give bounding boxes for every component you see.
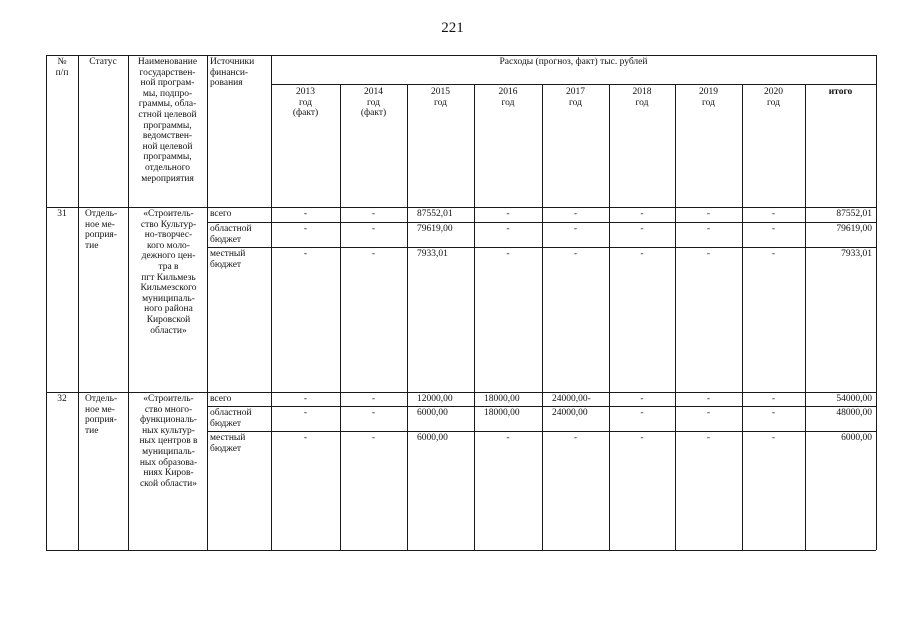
cell-value: - bbox=[371, 408, 376, 418]
cell-value: - bbox=[771, 224, 776, 234]
subrow-rule bbox=[207, 222, 876, 223]
cell-value: 79619,00 bbox=[417, 224, 453, 234]
column-rule bbox=[46, 55, 47, 550]
cell-value: 24000,00 bbox=[552, 408, 588, 418]
header-status: Статус bbox=[89, 57, 117, 67]
cell-value: 24000,00- bbox=[552, 394, 591, 404]
row-num: 31 bbox=[57, 209, 67, 219]
header-split-rule bbox=[271, 84, 876, 85]
cell-value: - bbox=[506, 249, 510, 259]
table-border-top bbox=[46, 55, 876, 56]
row-num: 32 bbox=[57, 394, 67, 404]
header-num: № п/п bbox=[55, 57, 69, 78]
cell-value: 7933,01 bbox=[841, 249, 872, 259]
cell-value: 79619,00 bbox=[836, 224, 872, 234]
cell-value: - bbox=[573, 249, 578, 259]
cell-value: - bbox=[706, 394, 711, 404]
cell-value: - bbox=[640, 433, 644, 443]
cell-value: - bbox=[371, 209, 376, 219]
cell-value: - bbox=[640, 224, 644, 234]
cell-value: - bbox=[706, 408, 711, 418]
header-year: 2020 год bbox=[764, 87, 783, 108]
source-label: местный бюджет bbox=[210, 249, 246, 270]
cell-value: - bbox=[640, 249, 644, 259]
cell-value: - bbox=[771, 394, 776, 404]
source-label: областной бюджет bbox=[210, 408, 252, 429]
cell-value: - bbox=[771, 209, 776, 219]
cell-value: 87552,01 bbox=[836, 209, 872, 219]
subrow-rule bbox=[207, 247, 876, 248]
cell-value: - bbox=[371, 224, 376, 234]
cell-value: - bbox=[506, 209, 510, 219]
column-rule bbox=[805, 84, 806, 550]
cell-value: - bbox=[706, 433, 711, 443]
row-name: «Строитель- ство много- функциональ- ных культур- ных центров в муниципаль- ных образова- ниях Киров- ской области» bbox=[139, 394, 198, 489]
cell-value: - bbox=[771, 408, 776, 418]
subrow-rule bbox=[207, 431, 876, 432]
row-status: Отдель- ное ме- роприя- тие bbox=[85, 394, 118, 436]
cell-value: - bbox=[573, 224, 578, 234]
cell-value: - bbox=[303, 249, 308, 259]
header-bottom-rule bbox=[46, 207, 876, 208]
column-rule bbox=[271, 55, 272, 550]
column-rule bbox=[675, 84, 676, 550]
cell-value: 87552,01 bbox=[417, 209, 453, 219]
header-year: 2014 год (факт) bbox=[360, 87, 387, 119]
row-status: Отдель- ное ме- роприя- тие bbox=[85, 209, 118, 251]
cell-value: - bbox=[771, 433, 776, 443]
cell-value: 6000,00 bbox=[417, 433, 448, 443]
cell-value: - bbox=[303, 394, 308, 404]
header-year: 2013 год (факт) bbox=[292, 87, 319, 119]
cell-value: 54000,00 bbox=[836, 394, 872, 404]
column-rule bbox=[128, 55, 129, 550]
column-rule bbox=[742, 84, 743, 550]
cell-value: 18000,00 bbox=[484, 408, 520, 418]
cell-value: - bbox=[303, 408, 308, 418]
row-rule bbox=[46, 392, 876, 393]
header-name: Наименование государствен- ной програм- мы, подпро- граммы, обла- стной целевой программы, ведомствен- ной целевой программы, отдельного мероприятия bbox=[137, 57, 198, 184]
column-rule bbox=[78, 55, 79, 550]
cell-value: - bbox=[371, 249, 376, 259]
cell-value: - bbox=[640, 394, 644, 404]
header-year: 2018 год bbox=[632, 87, 652, 108]
cell-value: - bbox=[573, 209, 578, 219]
source-label: местный бюджет bbox=[210, 433, 246, 454]
cell-value: - bbox=[771, 249, 776, 259]
cell-value: - bbox=[706, 209, 711, 219]
cell-value: 6000,00 bbox=[417, 408, 448, 418]
column-rule bbox=[207, 55, 208, 550]
cell-value: 48000,00 bbox=[836, 408, 872, 418]
cell-value: - bbox=[303, 209, 308, 219]
header-year: 2016 год bbox=[498, 87, 518, 108]
cell-value: - bbox=[506, 224, 510, 234]
column-rule bbox=[542, 84, 543, 550]
column-rule bbox=[407, 84, 408, 550]
column-rule bbox=[609, 84, 610, 550]
column-rule bbox=[340, 84, 341, 550]
cell-value: 18000,00 bbox=[484, 394, 520, 404]
cell-value: 7933,01 bbox=[417, 249, 448, 259]
cell-value: - bbox=[640, 408, 644, 418]
header-year: 2017 год bbox=[566, 87, 585, 108]
cell-value: - bbox=[573, 433, 578, 443]
source-label: областной бюджет bbox=[210, 224, 252, 245]
header-year: 2019 год bbox=[699, 87, 718, 108]
column-rule bbox=[876, 55, 877, 550]
cell-value: - bbox=[706, 224, 711, 234]
header-expenses: Расходы (прогноз, факт) тыс. рублей bbox=[499, 57, 648, 67]
cell-value: - bbox=[303, 224, 308, 234]
cell-value: - bbox=[371, 394, 376, 404]
cell-value: 6000,00 bbox=[841, 433, 872, 443]
cell-value: - bbox=[506, 433, 510, 443]
header-year: 2015 год bbox=[431, 87, 450, 108]
header-sources: Источники финанси- рования bbox=[210, 57, 255, 89]
source-label: всего bbox=[210, 394, 232, 404]
cell-value: - bbox=[371, 433, 376, 443]
cell-value: 12000,00 bbox=[417, 394, 453, 404]
column-rule bbox=[474, 84, 475, 550]
subrow-rule bbox=[207, 406, 876, 407]
table-border-bottom bbox=[46, 550, 876, 551]
cell-value: - bbox=[706, 249, 711, 259]
source-label: всего bbox=[210, 209, 232, 219]
page-number: 221 bbox=[441, 20, 464, 36]
cell-value: - bbox=[640, 209, 644, 219]
header-year: итого bbox=[828, 87, 853, 97]
cell-value: - bbox=[303, 433, 308, 443]
row-name: «Строитель- ство Культур- но-творчес- кого моло- дежного цен- тра в пгт Кильмезь Кильмезского муниципаль- ного района Кировской области» bbox=[140, 209, 197, 336]
